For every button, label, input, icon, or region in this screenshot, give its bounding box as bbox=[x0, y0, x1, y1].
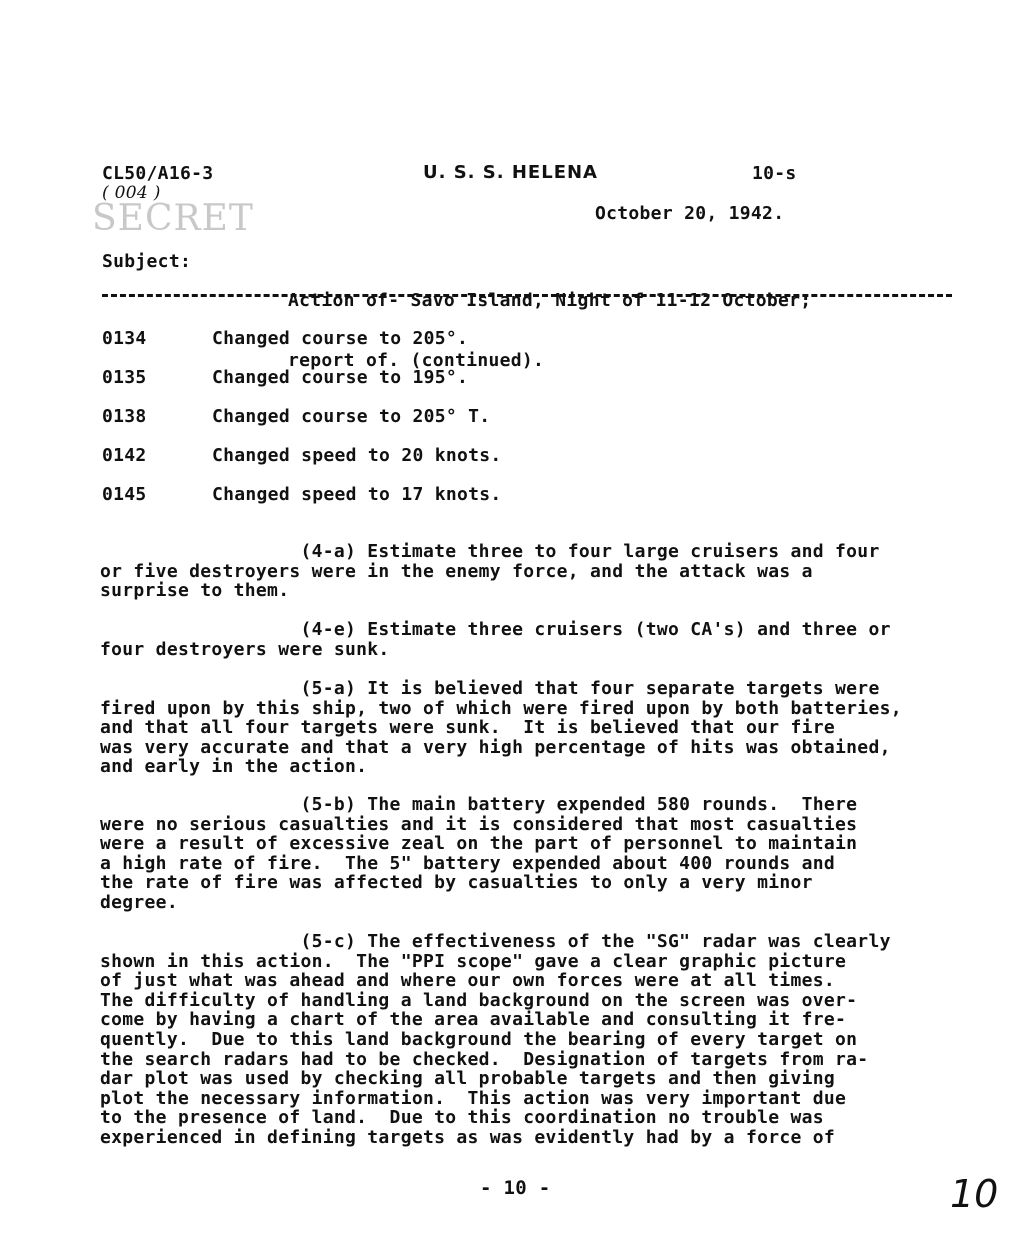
log-time: 0135 bbox=[102, 367, 147, 388]
text-line: and that all four targets were sunk. It is believed that our fire bbox=[100, 717, 836, 739]
handwritten-file-number: ( 004 ) bbox=[102, 183, 161, 203]
text-line: four destroyers were sunk. bbox=[100, 638, 390, 660]
log-time: 0142 bbox=[102, 445, 147, 466]
text-line: surprise to them. bbox=[100, 580, 290, 602]
dashed-divider bbox=[102, 294, 952, 297]
text-line: quently. Due to this land background the bearing of every target on bbox=[100, 1028, 858, 1050]
log-event: Changed course to 205°. bbox=[212, 328, 469, 349]
text-line: were a result of excessive zeal on the part of personnel to maintain bbox=[100, 833, 858, 855]
paragraph-5a bbox=[100, 679, 980, 777]
text-line: (5-a) It is believed that four separate targets were bbox=[100, 678, 880, 699]
log-time: 0134 bbox=[102, 328, 147, 349]
text-line: plot the necessary information. This action was very important due bbox=[100, 1087, 847, 1109]
secret-stamp: SECRET bbox=[92, 198, 254, 239]
text-line: (4-e) Estimate three cruisers (two CA's) and three or bbox=[100, 619, 891, 640]
log-event: Changed speed to 20 knots. bbox=[212, 445, 502, 466]
log-event: Changed course to 205° T. bbox=[212, 406, 491, 427]
log-time: 0145 bbox=[102, 484, 147, 505]
text-line: (5-c) The effectiveness of the "SG" radar was clearly bbox=[100, 931, 891, 952]
text-line: The difficulty of handling a land background on the screen was over- bbox=[100, 989, 858, 1011]
text-line: and early in the action. bbox=[100, 756, 368, 778]
paragraph-5c bbox=[100, 932, 980, 1148]
text-line: of just what was ahead and where our own forces were at all times. bbox=[100, 970, 836, 992]
subject-line-1: Action of- Savo Island, Night of 11-12 October; bbox=[288, 290, 812, 311]
page-number: - 10 - bbox=[480, 1177, 551, 1199]
log-time: 0138 bbox=[102, 406, 147, 427]
text-line: a high rate of fire. The 5" battery expended about 400 rounds and bbox=[100, 852, 836, 874]
text-line: fired upon by this ship, two of which were fired upon by both batteries, bbox=[100, 697, 902, 719]
text-line: dar plot was used by checking all probable targets and then giving bbox=[100, 1068, 836, 1090]
document-date: October 20, 1942. bbox=[595, 203, 785, 224]
text-line: experienced in defining targets as was evidently had by a force of bbox=[100, 1126, 836, 1148]
text-line: shown in this action. The "PPI scope" gave a clear graphic picture bbox=[100, 950, 847, 972]
text-line: were no serious casualties and it is considered that most casualties bbox=[100, 813, 858, 835]
text-line: was very accurate and that a very high percentage of hits was obtained, bbox=[100, 736, 891, 758]
file-code: CL50/A16-3 bbox=[102, 163, 214, 184]
text-line: the search radars had to be checked. Designation of targets from ra- bbox=[100, 1048, 869, 1070]
log-event: Changed course to 195°. bbox=[212, 367, 469, 388]
text-line: or five destroyers were in the enemy force, and the attack was a bbox=[100, 560, 813, 582]
text-line: the rate of fire was affected by casualties to only a very minor bbox=[100, 872, 813, 894]
handwritten-page-number: 10 bbox=[950, 1172, 999, 1216]
text-line: to the presence of land. Due to this coordination no trouble was bbox=[100, 1107, 824, 1129]
ship-name: U. S. S. HELENA bbox=[423, 162, 598, 183]
paragraph-5b bbox=[100, 795, 980, 913]
text-line: (4-a) Estimate three to four large cruisers and four bbox=[100, 541, 880, 562]
subject-line-2: report of. (continued). bbox=[288, 350, 545, 371]
log-event: Changed speed to 17 knots. bbox=[212, 484, 502, 505]
text-line: come by having a chart of the area available and consulting it fre- bbox=[100, 1009, 847, 1031]
page-code: 10-s bbox=[752, 163, 797, 184]
paragraph-4e bbox=[100, 620, 980, 659]
text-line: degree. bbox=[100, 891, 178, 913]
paragraph-4a bbox=[100, 542, 980, 601]
subject-label: Subject: bbox=[102, 251, 192, 272]
text-line: (5-b) The main battery expended 580 rounds. There bbox=[100, 794, 858, 815]
